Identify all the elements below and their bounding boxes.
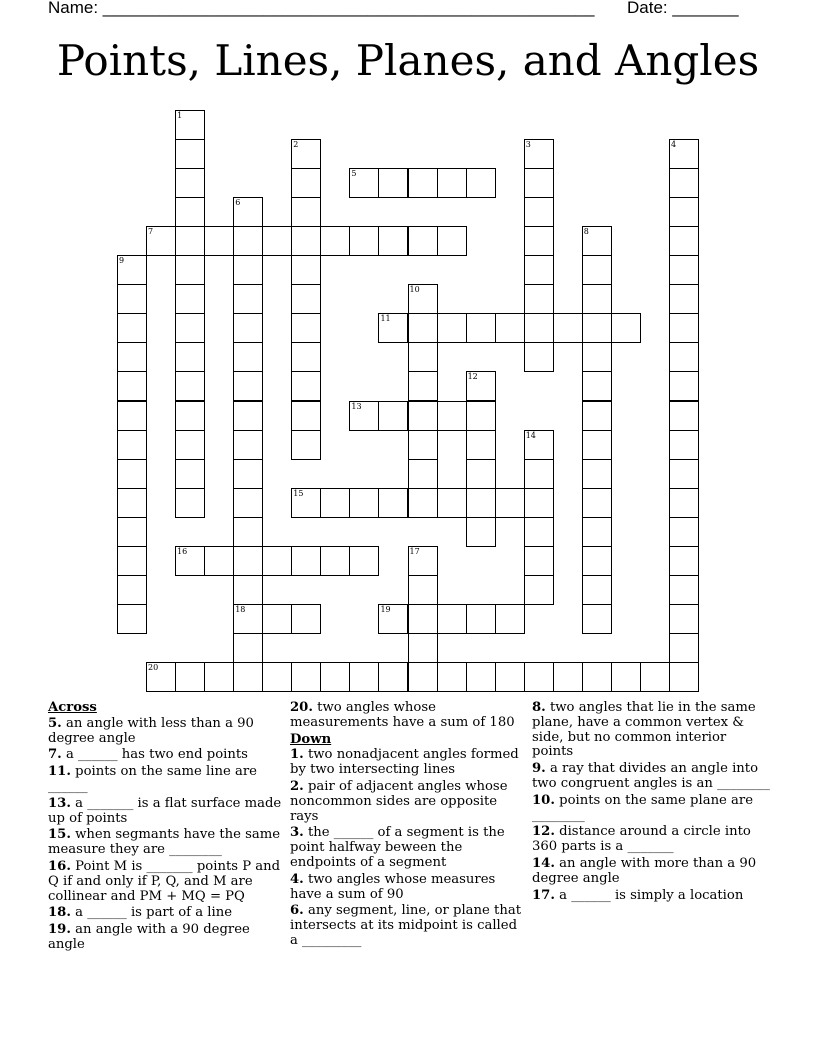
clue-item [290, 904, 526, 948]
grid-cell[interactable] [582, 488, 612, 518]
grid-cell[interactable] [233, 430, 263, 460]
grid-cell[interactable] [669, 139, 699, 169]
grid-cell[interactable] [117, 575, 147, 605]
grid-cell[interactable] [378, 662, 408, 692]
grid-cell[interactable] [524, 488, 554, 518]
grid-cell[interactable] [378, 604, 408, 634]
grid-cell[interactable] [378, 488, 408, 518]
clue-section-heading: Across [48, 700, 97, 715]
clue-section-heading: Down [290, 731, 332, 747]
grid-cell[interactable] [408, 546, 438, 576]
grid-cell[interactable] [117, 430, 147, 460]
clue-item-text: a ______ has two end points [61, 747, 248, 763]
grid-cell[interactable] [669, 633, 699, 663]
puzzle-title: Points, Lines, Planes, and Angles [56, 36, 760, 85]
grid-cell[interactable] [233, 197, 263, 227]
grid-cell[interactable] [524, 139, 554, 169]
grid-cell[interactable] [524, 226, 554, 256]
grid-cell[interactable] [408, 575, 438, 605]
grid-cell[interactable] [175, 430, 205, 460]
clue-number: 3 [525, 140, 531, 150]
grid-cell[interactable] [320, 488, 350, 518]
grid-cell[interactable] [262, 226, 292, 256]
name-field-label: Name: ____________________________________________________ [48, 0, 595, 17]
grid-cell[interactable] [582, 430, 612, 460]
grid-cell[interactable] [349, 662, 379, 692]
clue-item [48, 765, 283, 795]
grid-cell[interactable] [262, 546, 292, 576]
grid-cell[interactable] [524, 662, 554, 692]
grid-cell[interactable] [349, 488, 379, 518]
clue-number: 19 [380, 604, 391, 614]
clue-item-number: 20. [290, 700, 313, 715]
grid-cell[interactable] [437, 313, 467, 343]
clue-item-number: 8. [532, 700, 546, 715]
grid-cell[interactable] [582, 226, 612, 256]
grid-cell[interactable] [669, 401, 699, 431]
grid-cell[interactable] [582, 371, 612, 401]
grid-cell[interactable] [262, 604, 292, 634]
grid-cell[interactable] [408, 488, 438, 518]
clue-item-number: 19. [48, 922, 71, 938]
clue-item-number: 4. [290, 871, 304, 887]
grid-cell[interactable] [466, 459, 496, 489]
grid-cell[interactable] [408, 662, 438, 692]
grid-cell[interactable] [669, 604, 699, 634]
grid-cell[interactable] [611, 662, 641, 692]
clue-item-number: 2. [290, 778, 304, 794]
grid-cell[interactable] [524, 517, 554, 547]
grid-cell[interactable] [524, 342, 554, 372]
clue-number: 9 [119, 256, 125, 266]
clues-column-3 [532, 701, 770, 905]
clue-item [290, 873, 526, 903]
clue-number: 4 [670, 140, 677, 150]
grid-cell[interactable] [117, 459, 147, 489]
grid-cell[interactable] [378, 401, 408, 431]
clue-item [48, 860, 283, 904]
clue-item-number: 14. [532, 855, 555, 871]
grid-cell[interactable] [233, 517, 263, 547]
clue-number: 18 [235, 604, 246, 614]
clue-item-number: 6. [290, 903, 304, 919]
grid-cell[interactable] [437, 168, 467, 198]
grid-cell[interactable] [640, 662, 670, 692]
grid-cell[interactable] [437, 401, 467, 431]
clue-item-number: 15. [48, 827, 71, 843]
clue-item-number: 3. [290, 825, 304, 841]
clue-item-text: pair of adjacent angles whose noncommon sides are opposite rays [290, 778, 508, 824]
grid-cell[interactable] [466, 313, 496, 343]
grid-cell[interactable] [582, 284, 612, 314]
clue-item [532, 701, 770, 760]
grid-cell[interactable] [117, 284, 147, 314]
grid-cell[interactable] [466, 604, 496, 634]
grid-cell[interactable] [117, 313, 147, 343]
grid-cell[interactable] [349, 401, 379, 431]
grid-cell[interactable] [291, 342, 321, 372]
clue-number: 8 [583, 227, 589, 237]
clue-item [290, 748, 526, 778]
clue-item-number: 10. [532, 792, 555, 808]
clue-item-text: a ______ is part of a line [70, 905, 233, 921]
grid-cell[interactable] [466, 401, 496, 431]
clue-item [532, 762, 770, 792]
grid-cell[interactable] [349, 168, 379, 198]
grid-cell[interactable] [582, 459, 612, 489]
grid-cell[interactable] [378, 226, 408, 256]
grid-cell[interactable] [175, 371, 205, 401]
grid-cell[interactable] [669, 168, 699, 198]
grid-cell[interactable] [117, 517, 147, 547]
grid-cell[interactable] [669, 284, 699, 314]
clues-column-1 [48, 701, 283, 955]
grid-cell[interactable] [291, 371, 321, 401]
clue-number: 2 [293, 140, 299, 150]
grid-cell[interactable] [117, 546, 147, 576]
grid-cell[interactable] [175, 110, 205, 140]
grid-cell[interactable] [669, 313, 699, 343]
grid-cell[interactable] [117, 255, 147, 285]
grid-cell[interactable] [466, 371, 496, 401]
clue-item-number: 18. [48, 905, 71, 921]
grid-cell[interactable] [175, 197, 205, 227]
grid-cell[interactable] [117, 488, 147, 518]
grid-cell[interactable] [582, 604, 612, 634]
clue-number: 15 [293, 488, 304, 498]
grid-cell[interactable] [291, 284, 321, 314]
grid-cell[interactable] [291, 139, 321, 169]
grid-cell[interactable] [175, 313, 205, 343]
grid-cell[interactable] [117, 401, 147, 431]
grid-cell[interactable] [291, 430, 321, 460]
clue-item [290, 701, 526, 731]
grid-cell[interactable] [291, 226, 321, 256]
grid-cell[interactable] [408, 342, 438, 372]
clue-item [48, 797, 283, 827]
grid-cell[interactable] [466, 662, 496, 692]
grid-cell[interactable] [175, 342, 205, 372]
clue-number: 1 [177, 111, 183, 120]
clue-number: 14 [525, 430, 536, 440]
grid-cell[interactable] [117, 371, 147, 401]
grid-cell[interactable] [582, 401, 612, 431]
grid-cell[interactable] [233, 313, 263, 343]
grid-cell[interactable] [582, 517, 612, 547]
clue-item-text: two angles that lie in the same plane, have a common vertex & side, but no common interior points [532, 700, 756, 760]
clue-item-text: a ______ is simply a location [554, 887, 744, 903]
grid-cell[interactable] [437, 488, 467, 518]
grid-cell[interactable] [175, 226, 205, 256]
grid-cell[interactable] [524, 313, 554, 343]
grid-cell[interactable] [582, 342, 612, 372]
grid-cell[interactable] [262, 662, 292, 692]
grid-cell[interactable] [466, 430, 496, 460]
grid-cell[interactable] [204, 546, 234, 576]
grid-cell[interactable] [408, 430, 438, 460]
grid-cell[interactable] [117, 342, 147, 372]
clue-item-number: 16. [48, 858, 71, 874]
clue-number: 7 [148, 227, 154, 237]
grid-cell[interactable] [408, 226, 438, 256]
clue-item [48, 828, 283, 858]
grid-cell[interactable] [233, 459, 263, 489]
grid-cell[interactable] [146, 226, 176, 256]
clue-item-text: an angle with more than a 90 degree angle [532, 855, 757, 886]
grid-cell[interactable] [408, 633, 438, 663]
grid-cell[interactable] [408, 168, 438, 198]
grid-cell[interactable] [291, 604, 321, 634]
grid-cell[interactable] [669, 430, 699, 460]
grid-cell[interactable] [582, 546, 612, 576]
clue-item-text: a ray that divides an angle into two congruent angles is an ________ [532, 761, 770, 791]
grid-cell[interactable] [669, 371, 699, 401]
grid-cell[interactable] [233, 401, 263, 431]
clue-item-text: when segmants have the same measure they are ________ [48, 827, 281, 858]
grid-cell[interactable] [466, 488, 496, 518]
grid-cell[interactable] [233, 546, 263, 576]
grid-cell[interactable] [408, 604, 438, 634]
grid-cell[interactable] [669, 575, 699, 605]
grid-cell[interactable] [524, 255, 554, 285]
clue-number: 17 [409, 546, 420, 556]
grid-cell[interactable] [524, 284, 554, 314]
grid-cell[interactable] [669, 517, 699, 547]
grid-cell[interactable] [611, 313, 641, 343]
grid-cell[interactable] [669, 459, 699, 489]
grid-cell[interactable] [437, 226, 467, 256]
grid-cell[interactable] [233, 226, 263, 256]
grid-cell[interactable] [495, 488, 525, 518]
grid-cell[interactable] [291, 197, 321, 227]
clue-number: 12 [467, 372, 478, 382]
grid-cell[interactable] [408, 284, 438, 314]
clue-number: 10 [409, 285, 420, 295]
grid-cell[interactable] [669, 546, 699, 576]
clue-item-text: two angles whose measures have a sum of 90 [290, 871, 496, 902]
grid-cell[interactable] [233, 488, 263, 518]
grid-cell[interactable] [408, 371, 438, 401]
clue-item [532, 794, 770, 824]
clue-item-text: a _______ is a flat surface made up of points [48, 795, 282, 826]
clue-item-number: 9. [532, 761, 546, 777]
clues-column-2 [290, 701, 526, 951]
clue-item-text: two nonadjacent angles formed by two intersecting lines [290, 747, 519, 778]
grid-cell[interactable] [553, 662, 583, 692]
grid-cell[interactable] [233, 284, 263, 314]
grid-cell[interactable] [495, 313, 525, 343]
grid-cell[interactable] [466, 168, 496, 198]
grid-cell[interactable] [524, 546, 554, 576]
grid-cell[interactable] [291, 255, 321, 285]
grid-cell[interactable] [233, 255, 263, 285]
grid-cell[interactable] [320, 662, 350, 692]
grid-cell[interactable] [175, 284, 205, 314]
clue-item [48, 906, 283, 921]
grid-cell[interactable] [378, 313, 408, 343]
clue-item-number: 5. [48, 715, 62, 731]
clue-item [532, 857, 770, 887]
clue-item-text: an angle with less than a 90 degree angle [48, 715, 254, 746]
clue-item [48, 748, 283, 763]
grid-cell[interactable] [582, 662, 612, 692]
grid-cell[interactable] [669, 226, 699, 256]
clue-item-number: 12. [532, 824, 555, 840]
clue-item-number: 11. [48, 764, 71, 780]
grid-cell[interactable] [495, 662, 525, 692]
clue-item [532, 825, 770, 855]
grid-cell[interactable] [669, 662, 699, 692]
grid-cell[interactable] [582, 255, 612, 285]
grid-cell[interactable] [175, 546, 205, 576]
grid-cell[interactable] [582, 575, 612, 605]
grid-cell[interactable] [495, 604, 525, 634]
grid-cell[interactable] [175, 488, 205, 518]
grid-cell[interactable] [582, 313, 612, 343]
grid-cell[interactable] [669, 255, 699, 285]
grid-cell[interactable] [291, 546, 321, 576]
grid-cell[interactable] [204, 662, 234, 692]
clue-item-text: any segment, line, or plane that intersects at its midpoint is called a _________ [290, 903, 521, 948]
grid-cell[interactable] [524, 197, 554, 227]
grid-cell[interactable] [233, 342, 263, 372]
grid-cell[interactable] [175, 459, 205, 489]
grid-cell[interactable] [175, 255, 205, 285]
clue-item-text: Point M is _______ points P and Q if and only if P, Q, and M are collinear and PM + MQ = PQ [48, 858, 281, 904]
grid-cell[interactable] [175, 168, 205, 198]
clue-item [532, 889, 770, 904]
clue-item-number: 7. [48, 747, 62, 763]
grid-cell[interactable] [437, 662, 467, 692]
clue-item-text: distance around a circle into 360 parts is a _______ [532, 824, 751, 855]
grid-cell[interactable] [204, 226, 234, 256]
clue-item-text: an angle with a 90 degree angle [48, 922, 250, 952]
grid-cell[interactable] [291, 168, 321, 198]
grid-cell[interactable] [524, 459, 554, 489]
grid-cell[interactable] [378, 168, 408, 198]
grid-cell[interactable] [233, 371, 263, 401]
clue-number: 16 [177, 546, 188, 556]
grid-cell[interactable] [233, 662, 263, 692]
grid-cell[interactable] [408, 313, 438, 343]
clue-item [48, 923, 283, 953]
grid-cell[interactable] [291, 313, 321, 343]
grid-cell[interactable] [320, 226, 350, 256]
clue-item-text: two angles whose measurements have a sum of 180 [290, 700, 515, 730]
clue-item [48, 717, 283, 747]
clue-item-text: points on the same line are ______ [48, 764, 257, 794]
clue-item-number: 13. [48, 795, 71, 811]
grid-cell[interactable] [233, 604, 263, 634]
grid-cell[interactable] [669, 197, 699, 227]
grid-cell[interactable] [175, 662, 205, 692]
clue-item [290, 826, 526, 870]
grid-cell[interactable] [524, 430, 554, 460]
grid-cell[interactable] [291, 488, 321, 518]
clue-item-text: the ______ of a segment is the point halfway beween the endpoints of a segment [290, 825, 505, 870]
grid-cell[interactable] [349, 546, 379, 576]
grid-cell[interactable] [146, 662, 176, 692]
grid-cell[interactable] [175, 401, 205, 431]
grid-cell[interactable] [553, 313, 583, 343]
date-field-label: Date: _______ [627, 0, 739, 17]
clue-item-number: 17. [532, 887, 555, 903]
clue-item-number: 1. [290, 747, 304, 763]
grid-cell[interactable] [175, 139, 205, 169]
grid-cell[interactable] [408, 459, 438, 489]
grid-cell[interactable] [437, 604, 467, 634]
grid-cell[interactable] [524, 575, 554, 605]
grid-cell[interactable] [669, 488, 699, 518]
grid-cell[interactable] [233, 575, 263, 605]
grid-cell[interactable] [408, 401, 438, 431]
clue-item [290, 780, 526, 824]
grid-cell[interactable] [669, 342, 699, 372]
clue-number: 11 [380, 314, 391, 324]
clue-number: 13 [351, 401, 362, 411]
grid-cell[interactable] [233, 633, 263, 663]
grid-cell[interactable] [291, 662, 321, 692]
grid-cell[interactable] [466, 517, 496, 547]
grid-cell[interactable] [524, 168, 554, 198]
grid-cell[interactable] [349, 226, 379, 256]
clue-number: 5 [351, 169, 357, 179]
grid-cell[interactable] [320, 546, 350, 576]
grid-cell[interactable] [117, 604, 147, 634]
clue-item-text: points on the same plane are ________ [532, 792, 754, 823]
clue-number: 6 [235, 198, 241, 208]
clue-number: 20 [148, 662, 159, 672]
grid-cell[interactable] [291, 401, 321, 431]
